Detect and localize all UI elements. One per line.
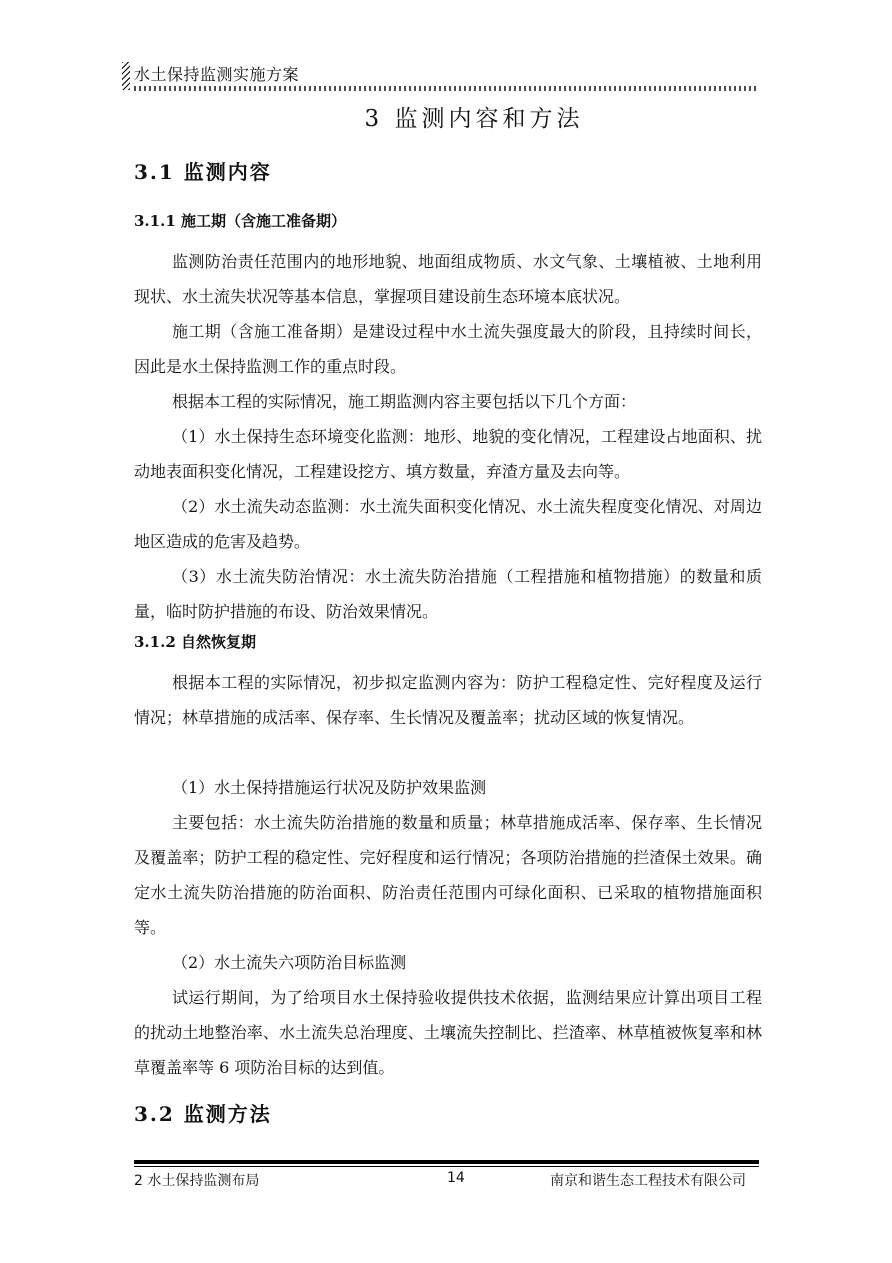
footer-rule-thin <box>134 1166 759 1167</box>
header-decoration <box>122 62 130 90</box>
header-rule <box>134 86 759 91</box>
list-item: （2）水土流失六项防治目标监测 <box>172 953 407 972</box>
paragraph: 根据本工程的实际情况，施工期监测内容主要包括以下几个方面： <box>172 392 637 411</box>
paragraph: 根据本工程的实际情况，初步拟定监测内容为：防护工程稳定性、完好程度及运行情况；林草措施的成活率、保存率、生长情况及覆盖率；扰动区域的恢复情况。 <box>134 673 762 727</box>
footer-rule <box>134 1160 759 1164</box>
paragraph: 监测防治责任范围内的地形地貌、地面组成物质、水文气象、土壤植被、土地利用现状、水土流失状况等基本信息，掌握项目建设前生态环境本底状况。 <box>134 252 762 306</box>
subsection-heading-3-1-2: 3.1.2 自然恢复期 <box>134 633 256 651</box>
list-item: （3）水土流失防治情况：水土流失防治措施（工程措施和植物措施）的数量和质量，临时防护措施的布设、防治效果情况。 <box>134 567 762 621</box>
paragraph: 试运行期间，为了给项目水土保持验收提供技术依据，监测结果应计算出项目工程的扰动土地整治率、水土流失总治理度、土壤流失控制比、拦渣率、林草植被恢复率和林草覆盖率等 6 项防治目标的达到值。 <box>134 988 762 1077</box>
running-header-title: 水土保持监测实施方案 <box>134 65 300 84</box>
paragraph: 施工期（含施工准备期）是建设过程中水土流失强度最大的阶段，且持续时间长，因此是水土保持监测工作的重点时段。 <box>134 322 762 376</box>
chapter-title: 3 监测内容和方法 <box>364 106 584 132</box>
list-item: （1）水土保持生态环境变化监测：地形、地貌的变化情况，工程建设占地面积、扰动地表面积变化情况，工程建设挖方、填方数量，弃渣方量及去向等。 <box>134 427 762 481</box>
footer-company: 南京和谐生态工程技术有限公司 <box>550 1173 746 1189</box>
subsection-heading-3-1-1: 3.1.1 施工期（含施工准备期） <box>134 212 346 230</box>
paragraph: 主要包括：水土流失防治措施的数量和质量；林草措施成活率、保存率、生长情况及覆盖率；防护工程的稳定性、完好程度和运行情况；各项防治措施的拦渣保土效果。确定水土流失防治措施的防治面积、防治责任范围内可绿化面积、已采取的植物措施面积等。 <box>134 813 762 937</box>
section-heading-3-2: 3.2 监测方法 <box>134 1102 272 1126</box>
section-heading-3-1: 3.1 监测内容 <box>134 160 272 184</box>
list-item: （1）水土保持措施运行状况及防护效果监测 <box>172 778 487 797</box>
footer-chapter-label: 2 水土保持监测布局 <box>134 1173 260 1189</box>
list-item: （2）水土流失动态监测：水土流失面积变化情况、水土流失程度变化情况、对周边地区造成的危害及趋势。 <box>134 497 762 551</box>
page-number: 14 <box>447 1170 465 1186</box>
